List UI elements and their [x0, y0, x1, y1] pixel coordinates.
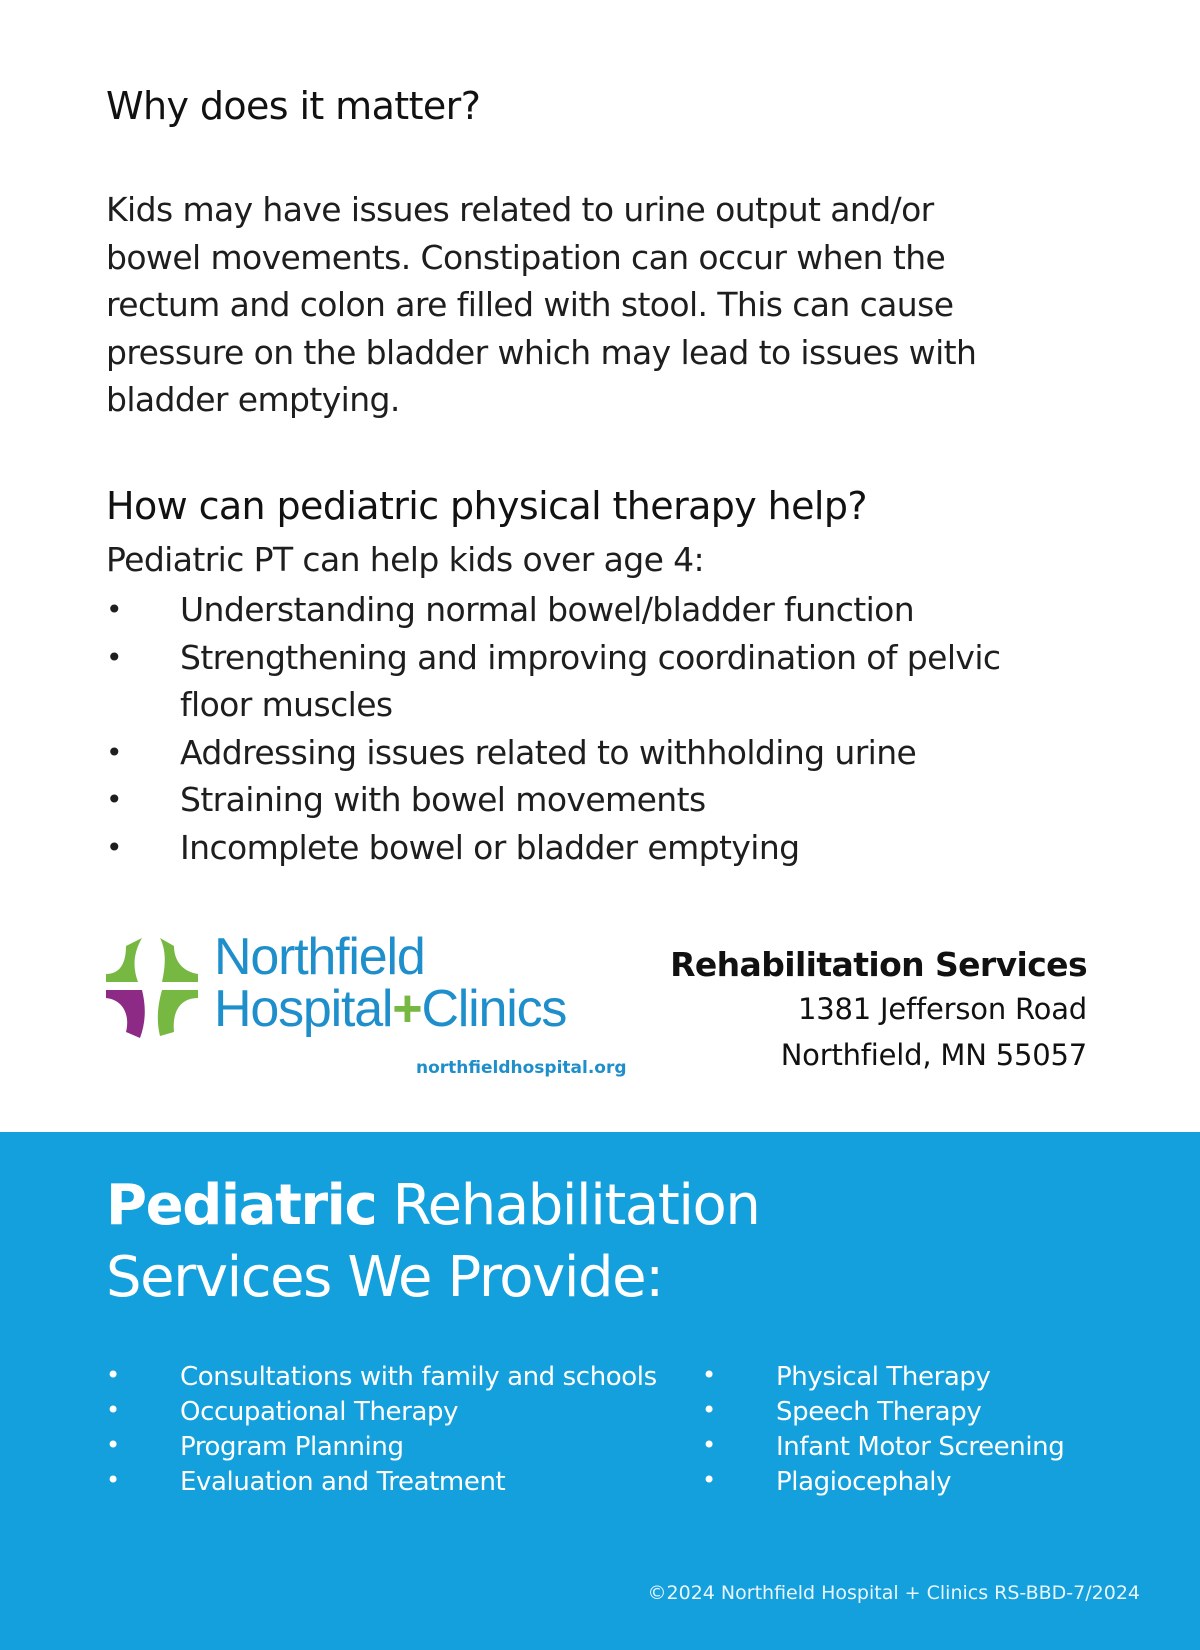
city-state-zip: Northfield, MN 55057 — [780, 1038, 1087, 1072]
list-item-text: Strengthening and improving coordination of pelvic — [180, 637, 1001, 677]
bullet-icon: • — [106, 1396, 120, 1424]
paragraph-line: bowel movements. Constipation can occur when the — [106, 237, 946, 277]
service-label: Occupational Therapy — [180, 1397, 459, 1427]
website-link[interactable]: northfieldhospital.org — [416, 1058, 627, 1078]
department-name: Rehabilitation Services — [670, 945, 1087, 984]
how-intro: Pediatric PT can help kids over age 4: — [106, 540, 705, 579]
list-item-text: floor muscles — [180, 685, 393, 724]
bullet-icon: • — [106, 640, 122, 674]
help-list — [106, 586, 1106, 871]
service-label: Speech Therapy — [776, 1397, 982, 1427]
logo-wordmark-line1: Northfield — [214, 928, 425, 986]
hospital-logo — [104, 930, 644, 1080]
list-item — [702, 1360, 1064, 1395]
list-item-text: Straining with bowel movements — [180, 780, 706, 819]
paragraph-line: bladder emptying. — [106, 380, 400, 419]
service-label: Program Planning — [180, 1432, 404, 1462]
bullet-icon: • — [106, 830, 122, 864]
list-item — [106, 729, 1106, 777]
paragraph-line: Kids may have issues related to urine output and/or — [106, 190, 934, 229]
list-item — [702, 1465, 1064, 1500]
services-title-bold: Pediatric — [106, 1173, 377, 1238]
list-item — [106, 776, 1106, 824]
bullet-icon: • — [106, 1431, 120, 1459]
copyright-notice: ©2024 Northfield Hospital + Clinics RS-BBD-7/2024 — [647, 1582, 1140, 1604]
how-heading: How can pediatric physical therapy help? — [106, 484, 867, 528]
bullet-icon: • — [702, 1396, 716, 1424]
why-heading: Why does it matter? — [106, 84, 481, 128]
services-list-left — [106, 1360, 657, 1500]
services-list-right — [702, 1360, 1064, 1500]
street-address: 1381 Jefferson Road — [797, 992, 1087, 1026]
service-label: Plagiocephaly — [776, 1467, 952, 1497]
list-item — [106, 1465, 657, 1500]
bullet-icon: • — [106, 1361, 120, 1389]
paragraph-line: pressure on the bladder which may lead to issues with — [106, 332, 977, 372]
cross-logo-icon — [104, 936, 200, 1040]
services-title-line2: Services We Provide: — [106, 1245, 663, 1310]
list-item — [106, 1430, 657, 1465]
services-title-rest: Rehabilitation — [376, 1173, 760, 1238]
bullet-icon: • — [106, 593, 122, 626]
list-item — [106, 1395, 657, 1430]
bullet-icon: • — [702, 1361, 716, 1389]
address-block — [670, 944, 1087, 1078]
bullet-icon: • — [106, 1466, 120, 1494]
bullet-icon: • — [106, 735, 122, 769]
list-item-text: Incomplete bowel or bladder emptying — [180, 827, 800, 867]
service-label: Consultations with family and schools — [180, 1362, 657, 1392]
why-paragraph — [106, 186, 1106, 424]
bullet-icon: • — [702, 1431, 716, 1459]
list-item — [702, 1395, 1064, 1430]
paragraph-line: rectum and colon are filled with stool. This can cause — [106, 285, 954, 324]
list-item — [702, 1430, 1064, 1465]
service-label: Physical Therapy — [776, 1362, 991, 1392]
list-item — [106, 634, 1106, 729]
bullet-icon: • — [702, 1466, 716, 1494]
services-panel — [0, 1132, 1200, 1650]
list-item — [106, 824, 1106, 872]
list-item-text: Understanding normal bowel/bladder function — [180, 590, 915, 629]
services-title — [106, 1170, 760, 1314]
service-label: Evaluation and Treatment — [180, 1467, 506, 1497]
list-item — [106, 586, 1106, 634]
service-label: Infant Motor Screening — [776, 1432, 1065, 1462]
list-item-text: Addressing issues related to withholding urine — [180, 732, 917, 772]
logo-plus: + — [392, 980, 422, 1038]
logo-wordmark-line2: Hospital+Clinics — [214, 980, 567, 1038]
bullet-icon: • — [106, 783, 122, 816]
list-item — [106, 1360, 657, 1395]
